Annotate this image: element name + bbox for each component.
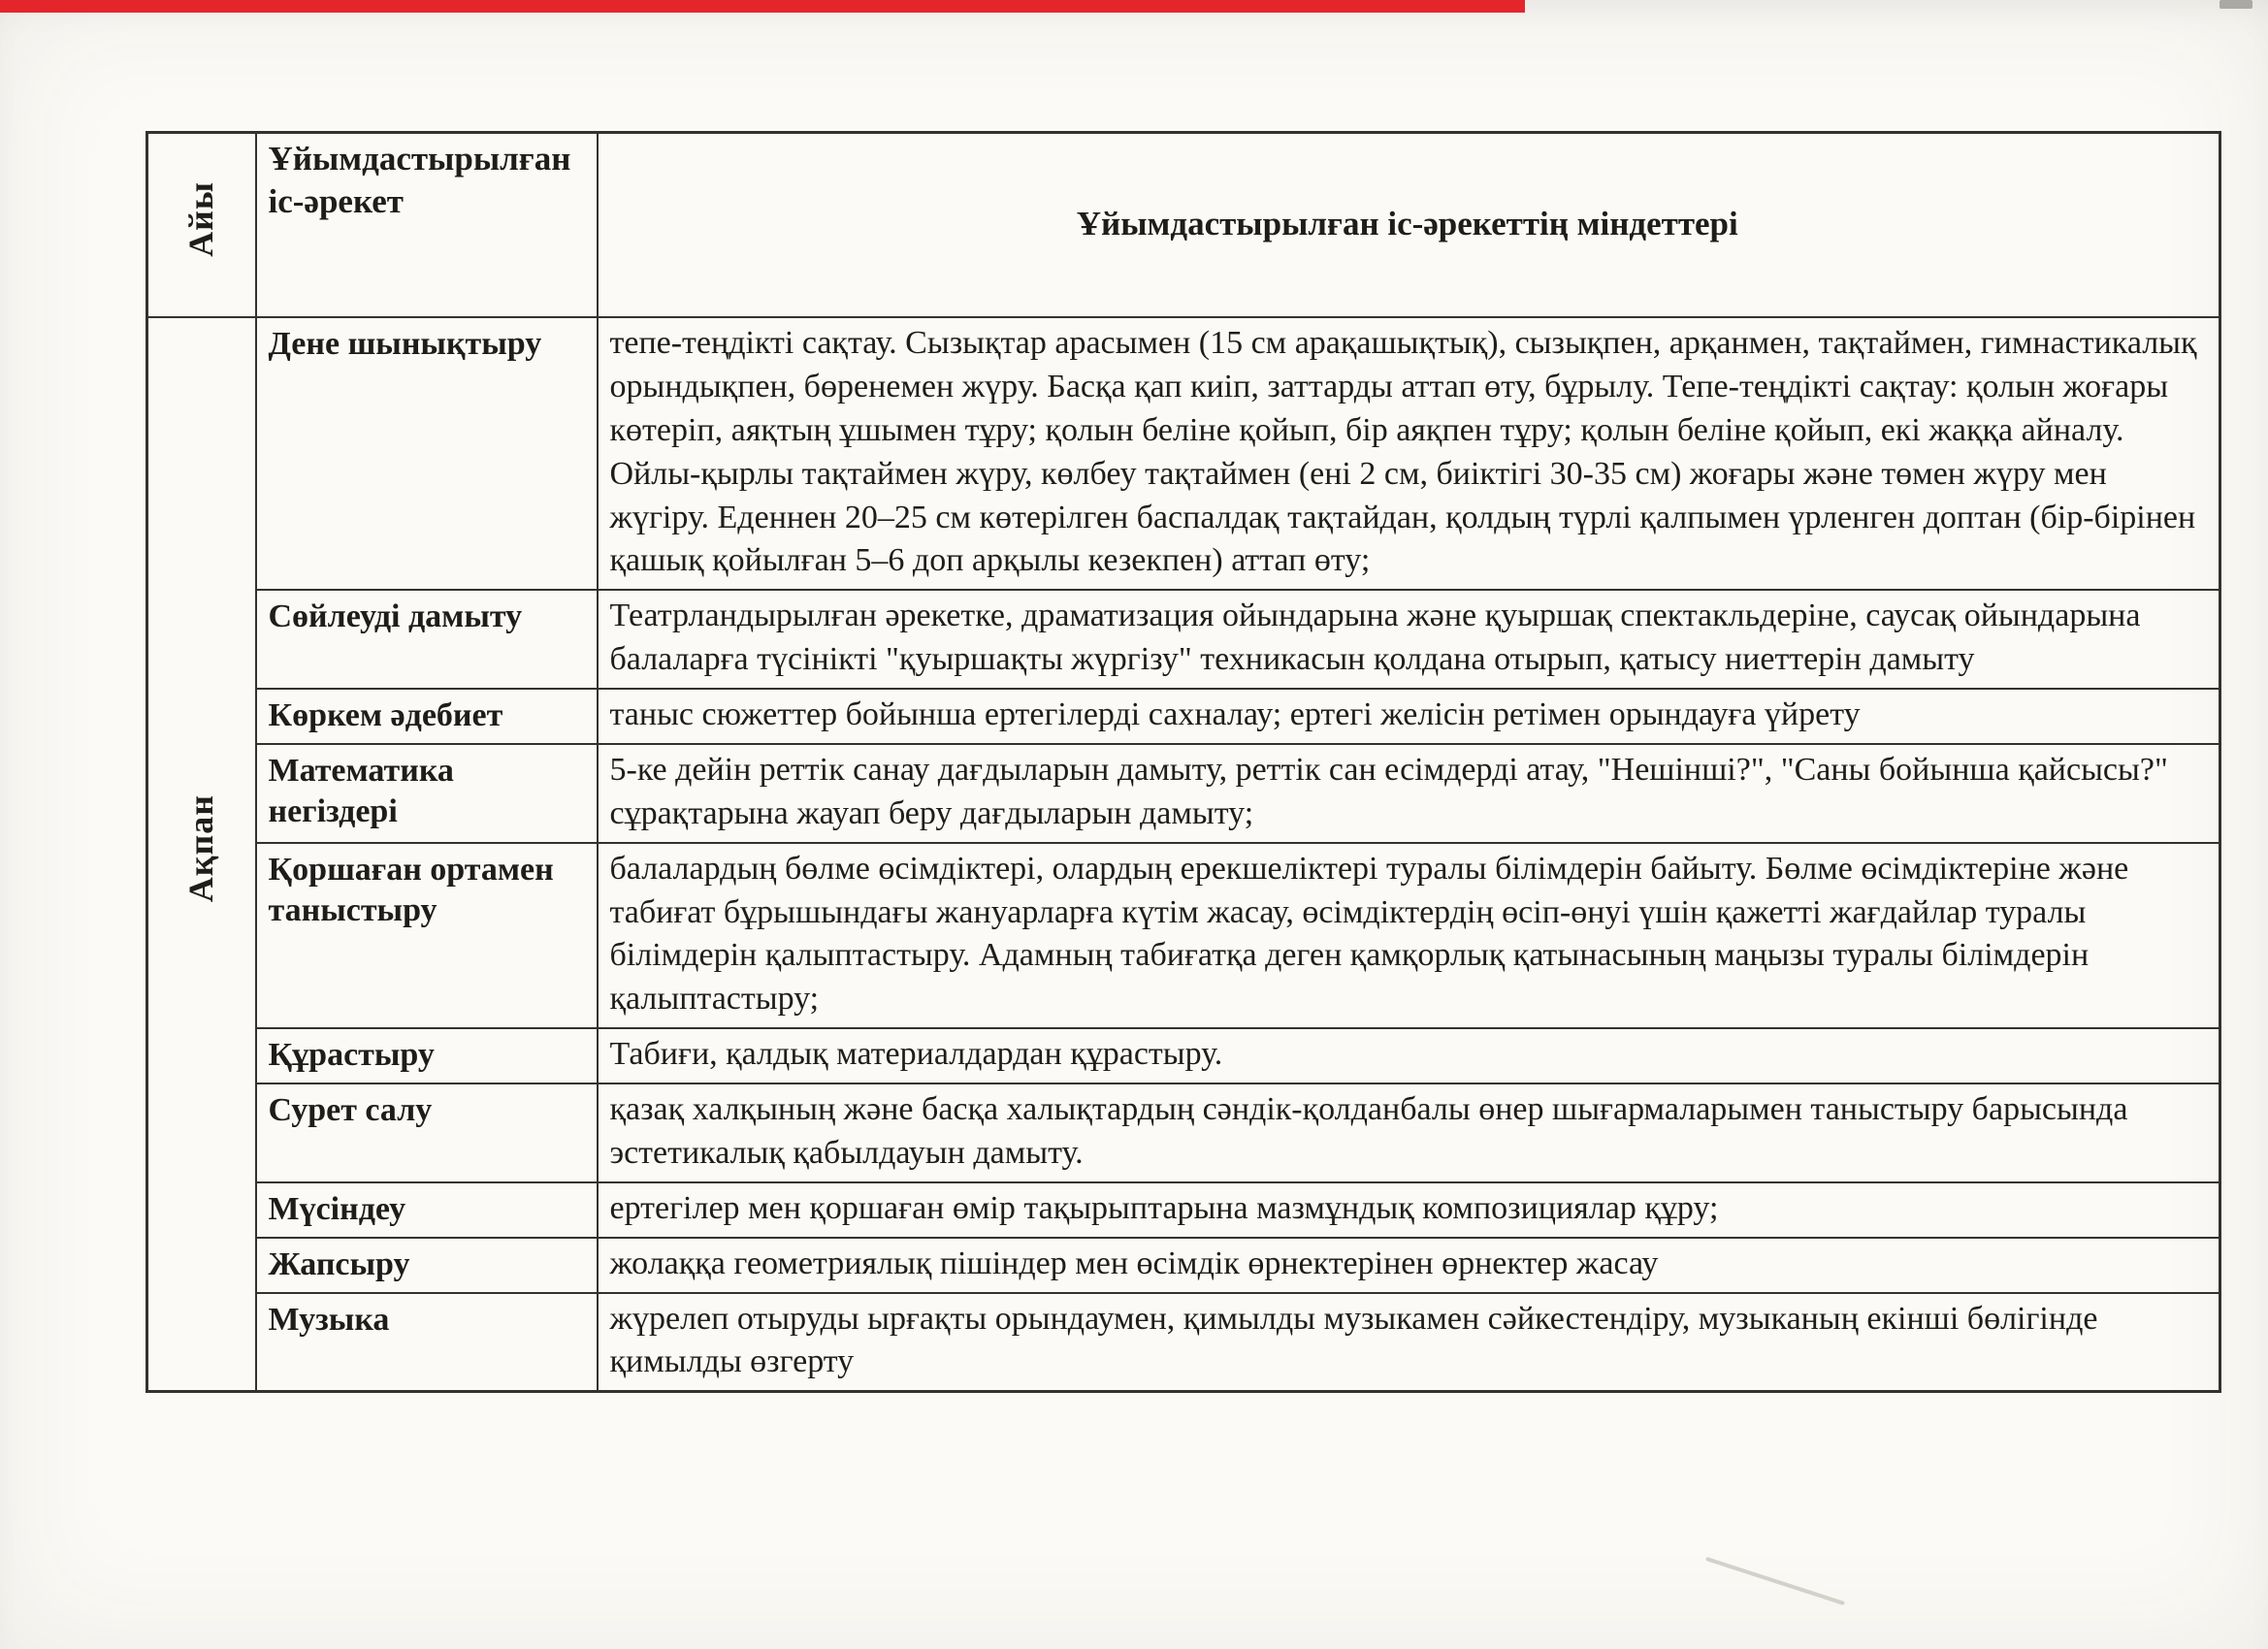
activity-table	[146, 131, 2221, 1393]
month-column-header: Айы	[180, 180, 220, 257]
task-cell: таныс сюжеттер бойынша ертегілерді сахналау; ертегі желісін ретімен орындауға үйрету	[598, 689, 2220, 744]
table-row	[147, 1238, 2220, 1293]
table-row	[147, 744, 2220, 843]
activity-cell: Құрастыру	[256, 1028, 598, 1083]
month-cell-container	[147, 317, 256, 1392]
task-cell: балалардың бөлме өсімдіктері, олардың ерекшеліктері туралы білімдерін байыту. Бөлме өсімдіктеріне және табиғат бұрышындағы жануарларға күтім жасау, өсімдіктердің өсіп-өнуі үшін қажетті жағдайлар туралы білімдерін қалыптастыру. Адамның табиғатқа деген қамқорлық қатынасының маңызы туралы білімдерін қалыптастыру;	[598, 843, 2220, 1029]
activity-cell: Дене шынықтыру	[256, 317, 598, 590]
tasks-column-header: Ұйымдастырылған іс-әрекеттің міндеттері	[598, 133, 2220, 318]
activity-cell: Көркем әдебиет	[256, 689, 598, 744]
table-row	[147, 1028, 2220, 1083]
activity-cell: Математика негіздері	[256, 744, 598, 843]
activity-cell: Сурет салу	[256, 1083, 598, 1182]
activity-cell: Мүсіндеу	[256, 1182, 598, 1238]
task-cell: қазақ халқының және басқа халықтардың сәндік-қолданбалы өнер шығармаларымен таныстыру барысында эстетикалық қабылдауын дамыту.	[598, 1083, 2220, 1182]
activity-cell: Жапсыру	[256, 1238, 598, 1293]
table-row	[147, 317, 2220, 590]
month-column-header-cell	[147, 133, 256, 318]
scan-crease-mark	[1705, 1557, 1845, 1605]
task-cell: 5-ке дейін реттік санау дағдыларын дамыту, реттік сан есімдерді атау, "Нешінші?", "Саны бойынша қайсысы?" сұрақтарына жауап беру дағдыларын дамыту;	[598, 744, 2220, 843]
activity-cell: Музыка	[256, 1293, 598, 1392]
table-row	[147, 1083, 2220, 1182]
scan-smudge-mark	[2219, 0, 2252, 9]
activity-cell: Қоршаған ортамен таныстыру	[256, 843, 598, 1029]
month-cell: Ақпан	[180, 793, 220, 902]
table-row	[147, 1293, 2220, 1392]
task-cell: Табиғи, қалдық материалдардан құрастыру.	[598, 1028, 2220, 1083]
task-cell: жолаққа геометриялық пішіндер мен өсімдік өрнектерінен өрнектер жасау	[598, 1238, 2220, 1293]
activity-column-header: Ұйымдастырылған іс-әрекет	[256, 133, 598, 318]
table-header-row	[147, 133, 2220, 318]
table-row	[147, 590, 2220, 689]
task-cell: Театрландырылған әрекетке, драматизация ойындарына және қуыршақ спектакльдеріне, саусақ ойындарына балаларға түсінікті "қуыршақты жүргізу" техникасын қолдана отырып, қатысу ниеттерін дамыту	[598, 590, 2220, 689]
table-row	[147, 689, 2220, 744]
task-cell: тепе-теңдікті сақтау. Сызықтар арасымен (15 см арақашықтық), сызықпен, арқанмен, тақтаймен, гимнастикалық орындықпен, бөренемен жүру. Басқа қап киіп, заттарды аттап өту, бұрылу. Тепе-теңдікті сақтау: қолын жоғары көтеріп, аяқтың ұшымен тұру; қолын беліне қойып, бір аяқпен тұру; қолын беліне қойып, екі жаққа айналу. Ойлы-қырлы тақтаймен жүру, көлбеу тақтаймен (ені 2 см, биіктігі 30-35 см) жоғары және төмен жүру мен жүгіру. Еденнен 20–25 см көтерілген баспалдақ тақтайдан, қолдың түрлі қалпымен үрленген доптан (бір-бірінен қашық қойылған 5–6 доп арқылы кезекпен) аттап өту;	[598, 317, 2220, 590]
scan-red-strip	[0, 0, 1525, 13]
activity-cell: Сөйлеуді дамыту	[256, 590, 598, 689]
task-cell: жүрелеп отыруды ырғақты орындаумен, қимылды музыкамен сәйкестендіру, музыканың екінші бөлігінде қимылды өзгерту	[598, 1293, 2220, 1392]
table-row	[147, 843, 2220, 1029]
table-row	[147, 1182, 2220, 1238]
task-cell: ертегілер мен қоршаған өмір тақырыптарына мазмұндық композициялар құру;	[598, 1182, 2220, 1238]
